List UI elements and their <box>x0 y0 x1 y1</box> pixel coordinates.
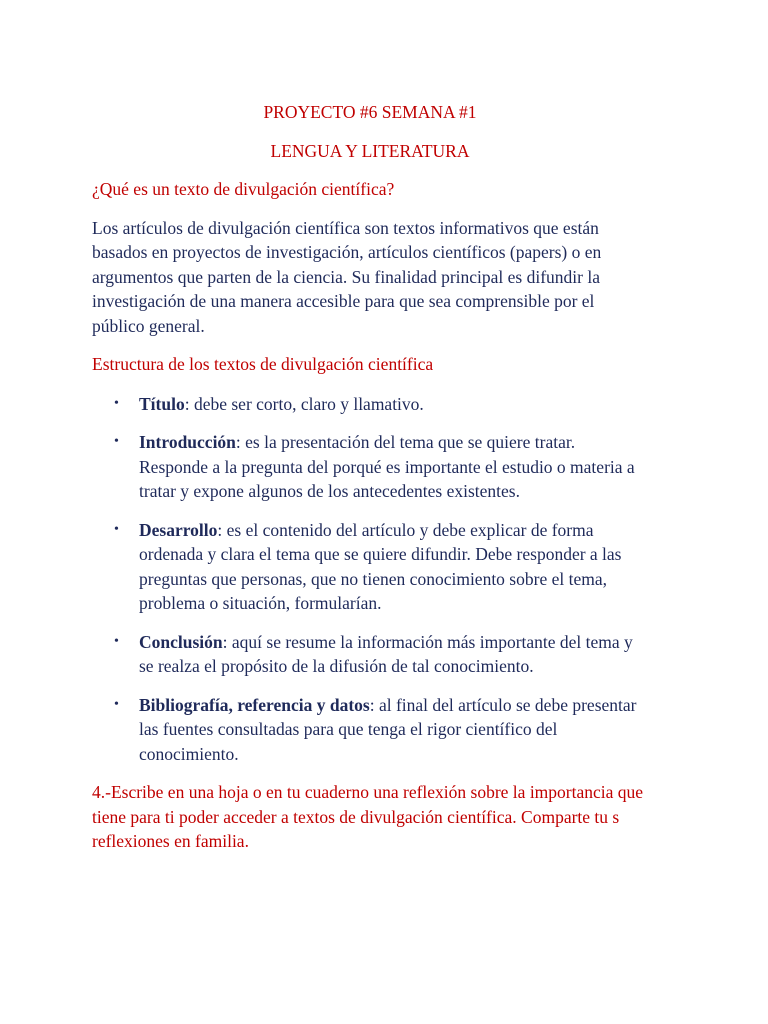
item-text: : aquí se resume la información más importante del tema y se realza el propósito de la difusión de tal conocimiento. <box>139 631 633 676</box>
item-term: Desarrollo <box>139 519 218 540</box>
project-title: PROYECTO #6 SEMANA #1 <box>263 102 477 122</box>
item-term: Introducción <box>139 432 236 452</box>
intro-paragraph: Los artículos de divulgación científica son textos informativos que están basados en proyectos de investigación, artículos científicos (papers) o en argumentos que parten de la ciencia. Su finalidad principal es difundir la investigación de una manera accesible para que sea comprensible por el público general. <box>92 217 602 336</box>
structure-heading: Estructura de los textos de divulgación científica <box>92 354 434 374</box>
bullet-icon: • <box>114 395 119 411</box>
item-term: Conclusión <box>139 631 223 652</box>
list-item-desarrollo <box>92 518 648 616</box>
bullet-icon: • <box>114 521 119 537</box>
item-text: : al final del artículo se debe presentar las fuentes consultadas para que tenga el rigor científico del conocimiento. <box>139 694 637 764</box>
item-text: : es la presentación del tema que se quiere tratar. Responde a la pregunta del porqué es importante el estudio o materia a tratar y expone algunos de los antecedentes existentes. <box>139 432 635 501</box>
list-item-introduccion <box>92 430 648 504</box>
bullet-icon: • <box>114 434 119 449</box>
subject-title: LENGUA Y LITERATURA <box>270 140 470 161</box>
structure-list <box>92 392 648 767</box>
question-heading: ¿Qué es un texto de divulgación científica? <box>92 179 395 199</box>
list-item-titulo <box>92 392 648 417</box>
list-item-bibliografia <box>92 693 648 767</box>
list-item-conclusion <box>92 630 648 679</box>
task-instruction: 4.-Escribe en una hoja o en tu cuaderno una reflexión sobre la importancia que tiene para ti poder acceder a textos de divulgación científica. Comparte tu s reflexiones en familia. <box>92 782 644 851</box>
item-text: : es el contenido del artículo y debe explicar de forma ordenada y clara el tema que se quiere difundir. Debe responder a las preguntas que personas, que no tienen conocimiento sobre el tema, problema o situación, formularían. <box>139 519 622 613</box>
bullet-icon: • <box>114 696 119 712</box>
item-term: Bibliografía, referencia y datos <box>139 694 370 715</box>
item-text: : debe ser corto, claro y llamativo. <box>184 393 424 414</box>
bullet-icon: • <box>114 633 119 649</box>
item-term: Título <box>139 393 185 414</box>
